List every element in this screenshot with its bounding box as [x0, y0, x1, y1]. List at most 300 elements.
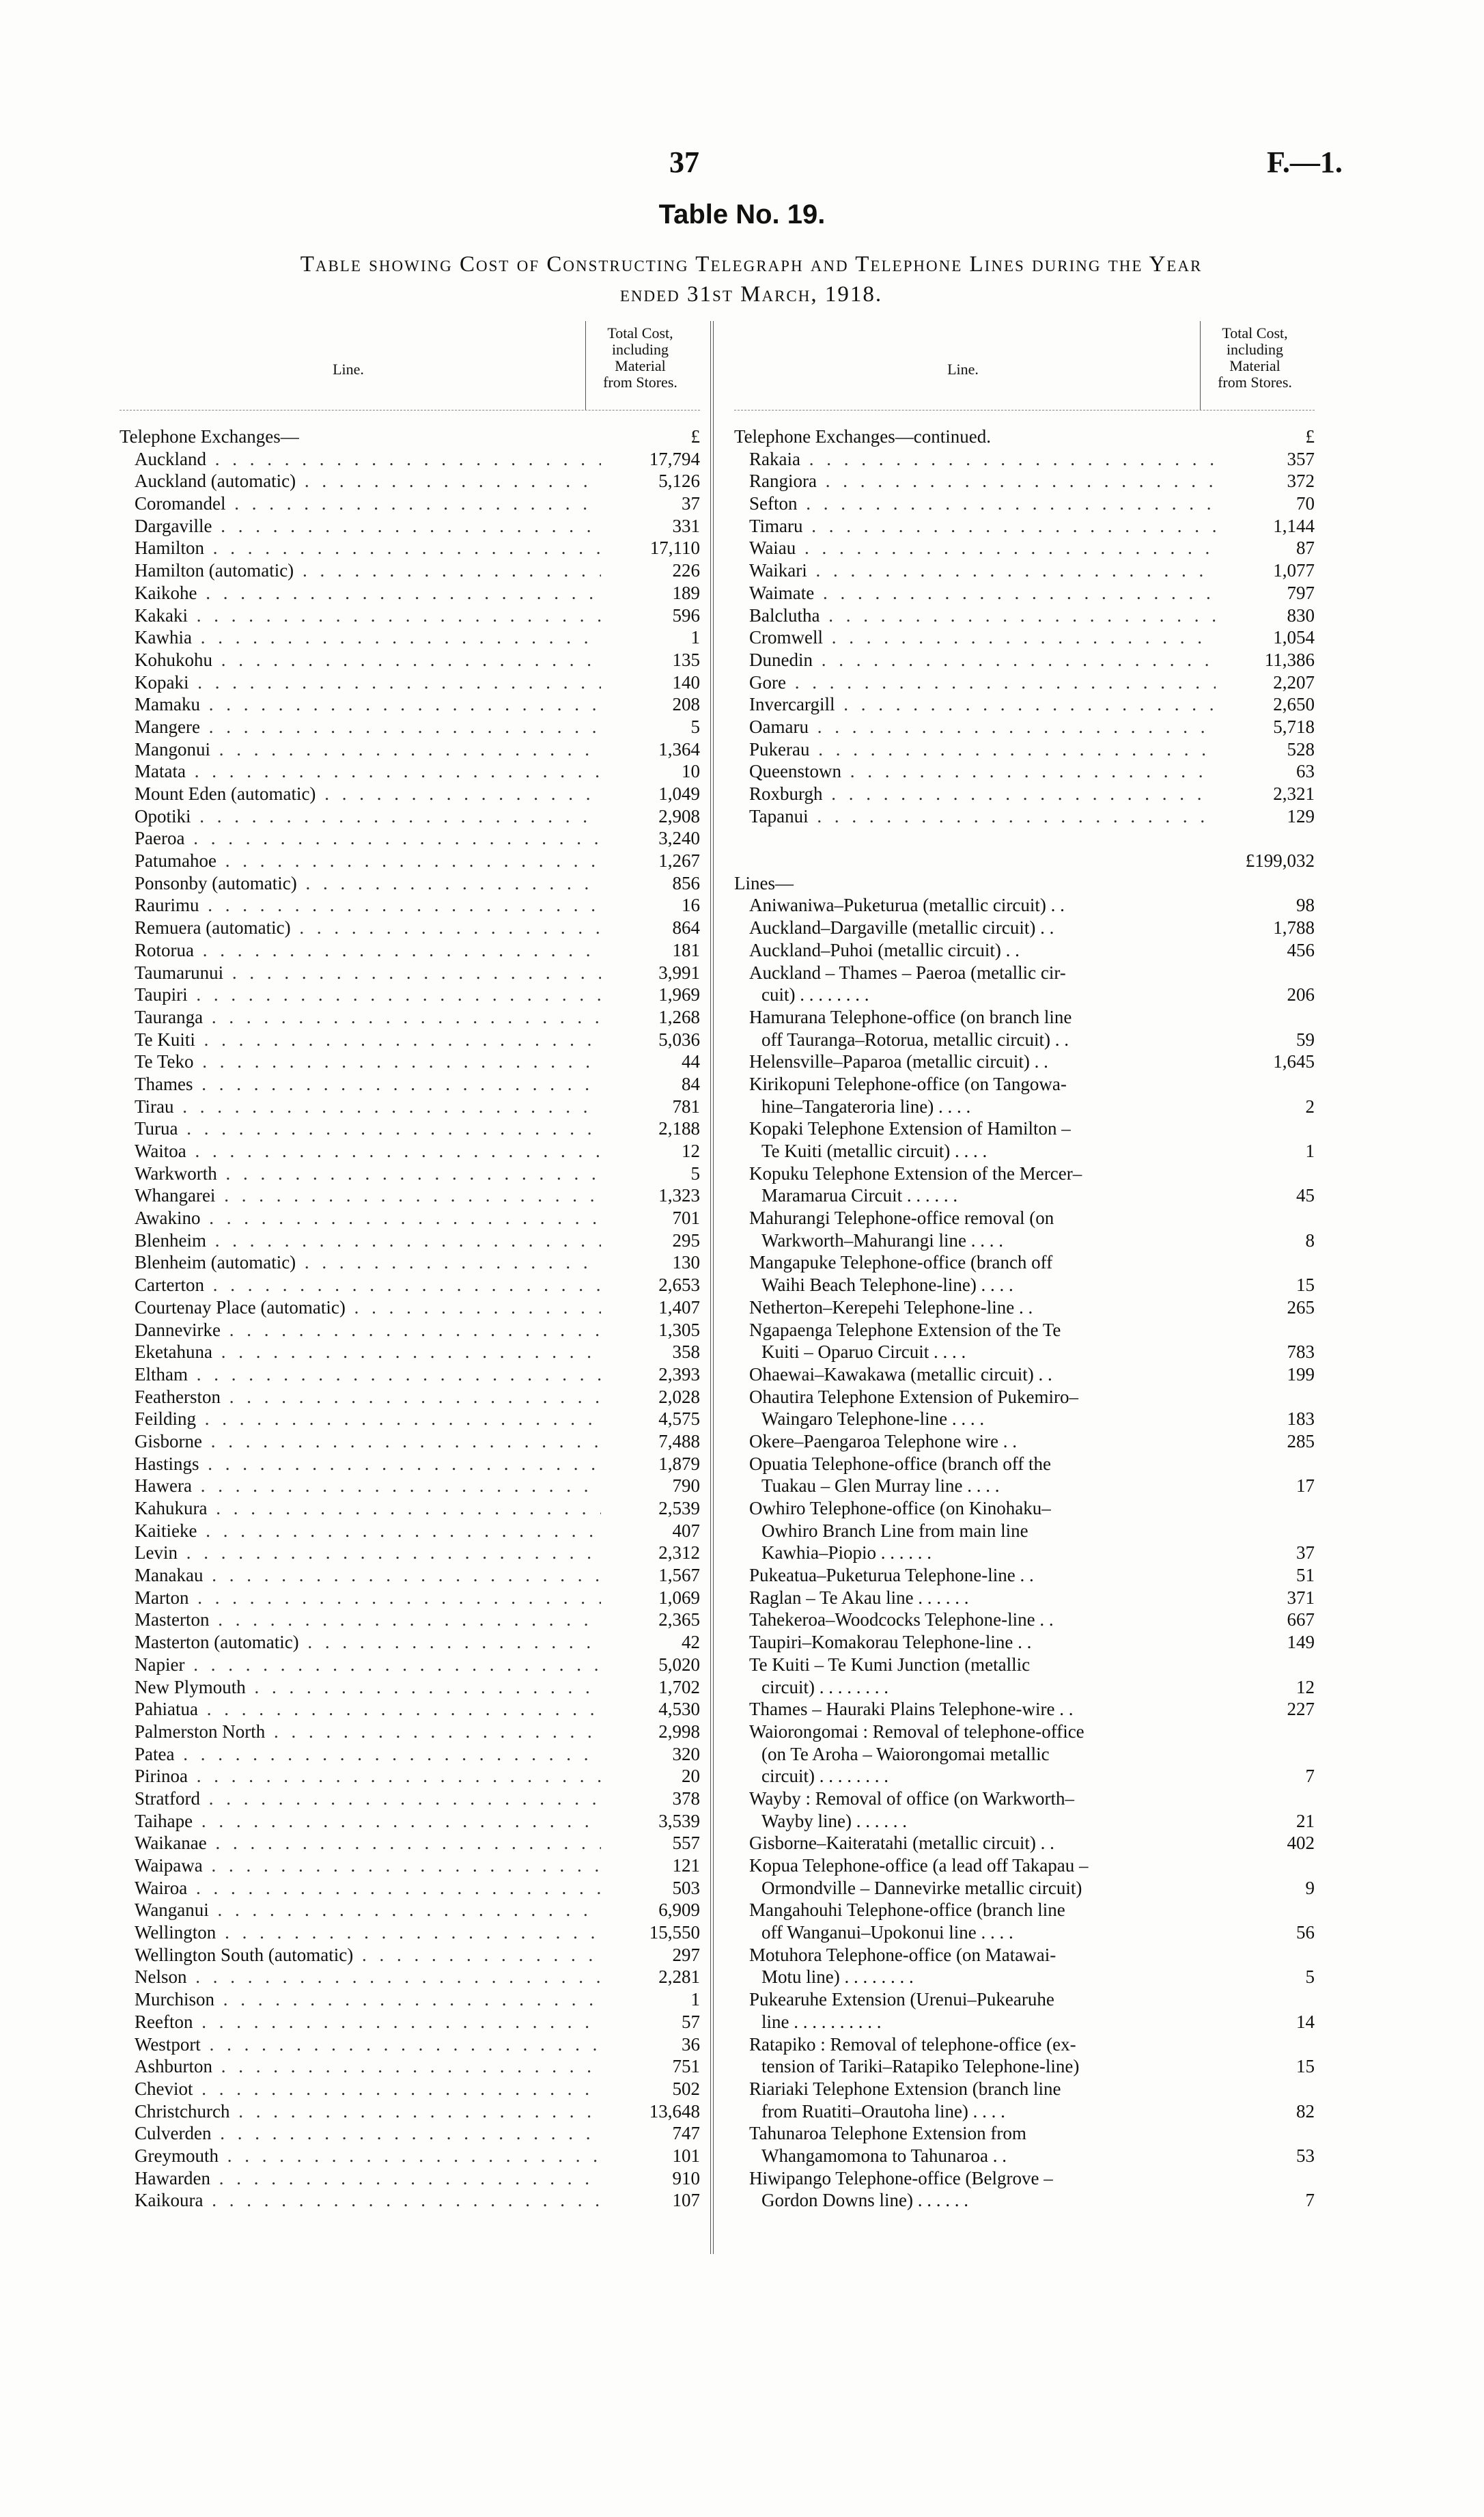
table-row [120, 1408, 700, 1430]
row-total-cost: 1,364 [658, 738, 700, 760]
row-total-cost: 2 [1305, 1096, 1315, 1117]
table-row [734, 1743, 1315, 1766]
row-line-name: Wayby : Removal of office (on Warkworth– [749, 1788, 1075, 1809]
row-total-cost: 7,488 [658, 1430, 700, 1451]
row-total-cost: 1,268 [658, 1006, 700, 1027]
row-line-name: Invercargill . . [734, 693, 1216, 716]
row-line-name: Kirikopuni Telephone-office (on Tangowa- [749, 1073, 1067, 1094]
row-line-name: Thames – Hauraki Plains Telephone-wire . . [749, 1699, 1074, 1720]
row-total-cost [1216, 1207, 1315, 1229]
row-line-name: Mamaku . . [120, 693, 601, 716]
row-total-cost: 226 [672, 560, 700, 581]
row-total-cost: 783 [1287, 1341, 1315, 1363]
row-total-cost: 357 [1287, 448, 1315, 469]
row-line-name: Tahekeroa–Woodcocks Telephone-line . . [749, 1609, 1054, 1630]
table-row [734, 1029, 1315, 1051]
header-separator [585, 321, 586, 410]
row-line-name: Hawarden . . [120, 2167, 601, 2190]
row-line-name: Warkworth . . [120, 1163, 601, 1185]
table-row [734, 1497, 1315, 1520]
row-line-name: Mount Eden (automatic) . . [120, 783, 601, 805]
table-row [734, 1988, 1315, 2011]
table-row [120, 1430, 700, 1453]
table-row [120, 1184, 700, 1207]
row-line-name: New Plymouth . . [120, 1676, 601, 1699]
row-line-name: Kakaki . . [120, 604, 601, 627]
table-row [120, 1542, 700, 1564]
row-total-cost: 15 [1296, 2056, 1315, 2077]
row-line-name: Taihape . . [120, 1810, 601, 1833]
table-row [120, 1788, 700, 1810]
row-line-name: Tapanui . . [734, 805, 1216, 828]
table-row [120, 1877, 700, 1900]
row-line-name: Christchurch . . [120, 2100, 601, 2123]
row-line-name: Auckland (automatic) . . [120, 470, 601, 492]
row-line-name: Gisborne . . [120, 1430, 601, 1453]
row-total-cost: 1 [690, 1989, 700, 2010]
row-line-name: Carterton . . [120, 1274, 601, 1296]
row-total-cost: 140 [672, 671, 700, 693]
row-total-cost: 12 [1296, 1676, 1315, 1697]
table-row [734, 1073, 1315, 1096]
row-line-name: Wanganui . . [120, 1899, 601, 1921]
row-total-cost [1216, 962, 1315, 984]
row-total-cost [1216, 1944, 1315, 1966]
table-row [120, 1453, 700, 1475]
table-row [120, 1988, 700, 2011]
table-row [734, 1207, 1315, 1229]
row-total-cost [1216, 1743, 1315, 1766]
row-total-cost: 1,077 [1273, 560, 1315, 581]
row-line-name: Wellington . . [120, 1921, 601, 1944]
cost-header-l3: Material [615, 357, 666, 374]
row-line-name: Pukerau . . [734, 738, 1216, 761]
row-total-cost: 37 [1296, 1542, 1315, 1563]
row-line-name: Auckland . . [120, 448, 601, 471]
table-row [734, 1229, 1315, 1252]
row-total-cost: 1,969 [658, 984, 700, 1005]
row-total-cost: 2,393 [658, 1363, 700, 1385]
table-row [120, 537, 700, 559]
row-line-name: Awakino . . [120, 1207, 601, 1229]
row-line-name: Culverden . . [120, 2122, 601, 2145]
row-line-name: Kawhia–Piopio . . . . . . [761, 1542, 932, 1563]
table-row [734, 1430, 1315, 1453]
row-total-cost: 910 [672, 2167, 700, 2188]
line-header: Line. [947, 361, 979, 378]
table-row [734, 2100, 1315, 2123]
table-row [734, 1184, 1315, 1207]
row-total-cost [1216, 1073, 1315, 1096]
table-row [120, 515, 700, 538]
row-total-cost [1216, 1854, 1315, 1877]
row-total-cost: 189 [672, 582, 700, 603]
row-total-cost: 1,645 [1273, 1051, 1315, 1072]
row-total-cost [1216, 1899, 1315, 1921]
row-total-cost: 181 [672, 939, 700, 960]
row-line-name: Tauranga . . [120, 1006, 601, 1029]
table-row [120, 1676, 700, 1699]
row-total-cost: 13,648 [649, 2100, 700, 2122]
table-row [734, 917, 1315, 939]
row-line-name: Eketahuna . . [120, 1341, 601, 1363]
row-line-name: Waiorongomai : Removal of telephone-office [749, 1721, 1084, 1742]
row-line-name: Tirau . . [120, 1096, 601, 1118]
row-total-cost: £199,032 [1245, 850, 1315, 872]
table-row [120, 1966, 700, 1988]
row-line-name: off Tauranga–Rotorua, metallic circuit) . . [761, 1029, 1069, 1050]
row-line-name: Lines— [734, 872, 794, 893]
cost-header-l1: Total Cost, [607, 324, 673, 342]
table-row [734, 716, 1315, 738]
row-total-cost [1216, 1988, 1315, 2011]
table-row [120, 2078, 700, 2100]
table-row [734, 649, 1315, 671]
left-column [120, 321, 700, 2212]
row-line-name: Stratford . . [120, 1788, 601, 1810]
table-row [734, 850, 1315, 872]
row-total-cost: 4,575 [658, 1408, 700, 1430]
left-rows [120, 426, 700, 2212]
row-line-name: Raurimu . . [120, 894, 601, 917]
row-total-cost: 701 [672, 1208, 700, 1229]
table-row [120, 1497, 700, 1520]
row-total-cost: 407 [672, 1520, 700, 1541]
row-line-name: Napier . . [120, 1654, 601, 1676]
table-row [734, 827, 1315, 850]
row-total-cost: 331 [672, 515, 700, 536]
row-total-cost: 1,323 [658, 1185, 700, 1206]
row-line-name: Rakaia . . [734, 448, 1216, 471]
table-row [120, 604, 700, 627]
row-line-name: Hamurana Telephone-office (on branch line [749, 1006, 1072, 1027]
table-row [120, 582, 700, 604]
cost-header-l4: from Stores. [603, 374, 677, 391]
row-line-name: Thames . . [120, 1073, 601, 1096]
row-total-cost: 11,386 [1264, 649, 1315, 670]
row-total-cost: 456 [1287, 939, 1315, 960]
row-total-cost: 17 [1296, 1475, 1315, 1497]
row-total-cost [1216, 1654, 1315, 1676]
row-total-cost: 135 [672, 649, 700, 670]
row-total-cost [1216, 1117, 1315, 1140]
table-row [734, 1341, 1315, 1363]
table-row [120, 1564, 700, 1587]
table-row [120, 1475, 700, 1497]
table-row [734, 671, 1315, 694]
table-row [734, 1832, 1315, 1854]
table-row [734, 2033, 1315, 2056]
table-row [734, 2145, 1315, 2167]
row-line-name: Waikari . . [734, 559, 1216, 582]
row-line-name: Kaikoura . . [120, 2189, 601, 2212]
row-total-cost: 98 [1296, 895, 1315, 916]
row-total-cost: 37 [682, 493, 700, 514]
row-line-name: Pirinoa . . [120, 1765, 601, 1788]
row-total-cost: 5,020 [658, 1654, 700, 1675]
table-row [734, 738, 1315, 761]
row-line-name: Aniwaniwa–Puketurua (metallic circuit) . . [749, 895, 1065, 916]
row-line-name: Paeroa . . [120, 827, 601, 850]
table-row [734, 1006, 1315, 1029]
row-line-name: Gore . . [734, 671, 1216, 694]
table-row [734, 1966, 1315, 1988]
row-total-cost: 790 [672, 1475, 700, 1497]
row-line-name: Okere–Paengaroa Telephone wire . . [749, 1430, 1017, 1451]
row-total-cost: 2,312 [658, 1542, 700, 1563]
row-line-name: Hastings . . [120, 1453, 601, 1475]
cost-header [591, 321, 690, 391]
row-total-cost: 183 [1287, 1408, 1315, 1430]
table-row [120, 939, 700, 962]
table-row [120, 1743, 700, 1766]
table-row [734, 1542, 1315, 1564]
row-total-cost: 1,267 [658, 850, 700, 872]
table-row [734, 1921, 1315, 1944]
table-row [120, 1274, 700, 1296]
row-line-name: Hiwipango Telephone-office (Belgrove – [749, 2167, 1053, 2188]
row-total-cost: 87 [1296, 538, 1315, 559]
row-total-cost: 372 [1287, 471, 1315, 492]
row-line-name: Kopaki Telephone Extension of Hamilton – [749, 1118, 1071, 1139]
row-line-name: Kohukohu . . [120, 649, 601, 671]
row-line-name: Balclutha . . [734, 604, 1216, 627]
row-total-cost: 830 [1287, 604, 1315, 626]
table-row [734, 1140, 1315, 1163]
row-total-cost: 797 [1287, 582, 1315, 603]
row-line-name: Te Teko . . [120, 1051, 601, 1073]
row-line-name: Sefton . . [734, 492, 1216, 515]
table-row [734, 470, 1315, 492]
table-row [734, 984, 1315, 1006]
row-line-name: (on Te Aroha – Waiorongomai metallic [761, 1743, 1050, 1764]
table-row [120, 2145, 700, 2167]
table-row [734, 1520, 1315, 1542]
row-total-cost: 2,188 [658, 1118, 700, 1139]
row-total-cost: 2,207 [1273, 671, 1315, 693]
table-row [734, 559, 1315, 582]
table-row [120, 1520, 700, 1542]
row-total-cost: 227 [1287, 1699, 1315, 1720]
table-row [120, 1587, 700, 1609]
table-row [120, 1609, 700, 1631]
row-line-name: Kahukura . . [120, 1497, 601, 1520]
row-total-cost: 378 [672, 1788, 700, 1809]
row-line-name: Rangiora . . [734, 470, 1216, 492]
row-total-cost: 1,407 [658, 1296, 700, 1318]
row-line-name: Patumahoe . . [120, 850, 601, 872]
row-line-name: Eltham . . [120, 1363, 601, 1386]
table-row [120, 917, 700, 939]
table-row [734, 894, 1315, 917]
row-total-cost: 667 [1287, 1609, 1315, 1630]
table-row [120, 626, 700, 649]
row-total-cost: 45 [1296, 1185, 1315, 1206]
row-total-cost: 2,365 [658, 1609, 700, 1630]
table-row [734, 492, 1315, 515]
row-line-name: Kopaki . . [120, 671, 601, 694]
table-row [120, 470, 700, 492]
table-row [120, 738, 700, 761]
row-total-cost: 295 [672, 1229, 700, 1251]
row-line-name: Warkworth–Mahurangi line . . . . [761, 1229, 1003, 1251]
row-total-cost: 8 [1305, 1229, 1315, 1251]
table-row [120, 2055, 700, 2078]
row-total-cost: 84 [682, 1073, 700, 1094]
row-total-cost: 2,028 [658, 1386, 700, 1407]
row-total-cost: £ [1305, 426, 1315, 447]
row-total-cost: 121 [672, 1855, 700, 1876]
row-line-name: Pukeatua–Puketurua Telephone-line . . [749, 1565, 1034, 1586]
table-row [734, 515, 1315, 538]
row-line-name: Auckland – Thames – Paeroa (metallic cir- [749, 962, 1066, 983]
row-line-name: Ohaewai–Kawakawa (metallic circuit) . . [749, 1363, 1052, 1385]
table-row [734, 1676, 1315, 1699]
table-row [734, 1587, 1315, 1609]
row-line-name: Te Kuiti (metallic circuit) . . . . [761, 1141, 988, 1161]
table-row [120, 783, 700, 805]
row-line-name: Coromandel . . [120, 492, 601, 515]
row-total-cost: 1 [1305, 1141, 1315, 1161]
table-row [734, 2189, 1315, 2212]
cost-header-l2: including [611, 341, 669, 358]
right-column [734, 321, 1315, 2212]
table-row [734, 1251, 1315, 1274]
row-total-cost [1216, 872, 1315, 895]
row-line-name: Ponsonby (automatic) . . [120, 872, 601, 895]
row-line-name: Hawera . . [120, 1475, 601, 1497]
left-column-header [120, 321, 700, 411]
row-line-name: Mangahouhi Telephone-office (branch line [749, 1900, 1065, 1921]
row-total-cost: 1,144 [1273, 515, 1315, 536]
table-row [120, 850, 700, 872]
row-total-cost: 57 [682, 2011, 700, 2032]
table-row [120, 1117, 700, 1140]
row-total-cost: 129 [1287, 805, 1315, 826]
row-line-name: cuit) . . . . . . . . [761, 984, 869, 1005]
row-line-name: Manakau . . [120, 1564, 601, 1587]
table-row [734, 783, 1315, 805]
table-row [120, 1654, 700, 1676]
row-total-cost [1216, 1453, 1315, 1475]
row-total-cost [1216, 1319, 1315, 1341]
table-row [734, 1363, 1315, 1386]
row-line-name: Kawhia . . [120, 626, 601, 649]
header-separator [1200, 321, 1201, 410]
row-line-name: Ngapaenga Telephone Extension of the Te [749, 1319, 1061, 1340]
row-line-name [734, 827, 1216, 850]
row-line-name: from Ruatiti–Orautoha line) . . . . [761, 2100, 1005, 2122]
row-total-cost [1216, 1006, 1315, 1029]
row-line-name [734, 850, 1216, 872]
table-row [734, 1698, 1315, 1721]
row-line-name: Maramarua Circuit . . . . . . [761, 1185, 958, 1206]
table-row [734, 1877, 1315, 1900]
row-total-cost [1216, 2167, 1315, 2190]
table-row [120, 1386, 700, 1408]
row-line-name: Masterton . . [120, 1609, 601, 1631]
row-line-name: Mahurangi Telephone-office removal (on [749, 1208, 1054, 1229]
row-line-name: Pahiatua . . [120, 1698, 601, 1721]
row-line-name: Mangapuke Telephone-office (branch off [749, 1252, 1053, 1273]
table-row [120, 1140, 700, 1163]
row-line-name: circuit) . . . . . . . . [761, 1676, 888, 1697]
row-line-name: Pukearuhe Extension (Urenui–Pukearuhe [749, 1989, 1054, 2010]
row-line-name: Hamilton (automatic) . . [120, 559, 601, 582]
row-line-name: Gordon Downs line) . . . . . . [761, 2190, 968, 2211]
table-row [120, 2033, 700, 2056]
table-row [734, 1810, 1315, 1833]
row-total-cost: 199 [1287, 1363, 1315, 1385]
row-total-cost: 9 [1305, 1877, 1315, 1898]
line-header: Line. [333, 361, 364, 378]
row-total-cost: 20 [682, 1766, 700, 1787]
row-total-cost: 864 [672, 917, 700, 938]
row-total-cost: 5 [690, 716, 700, 737]
table-row [734, 1654, 1315, 1676]
row-line-name: Patea . . [120, 1743, 601, 1766]
table-row [120, 2189, 700, 2212]
table-row [734, 693, 1315, 716]
table-row [120, 2122, 700, 2145]
row-line-name: Te Kuiti – Te Kumi Junction (metallic [749, 1654, 1031, 1675]
table-row [734, 760, 1315, 783]
table-row [734, 2011, 1315, 2033]
table-row [734, 1117, 1315, 1140]
row-total-cost: 3,539 [658, 1810, 700, 1831]
table-row [120, 1363, 700, 1386]
row-line-name: Taumarunui . . [120, 962, 601, 984]
row-total-cost: 5,718 [1273, 716, 1315, 737]
table-row [734, 1564, 1315, 1587]
row-line-name: Ohautira Telephone Extension of Pukemiro– [749, 1386, 1079, 1407]
table-row [734, 1944, 1315, 1966]
row-line-name: Hamilton . . [120, 537, 601, 559]
row-total-cost: £ [690, 426, 700, 447]
row-line-name: Waihi Beach Telephone-line) . . . . [761, 1275, 1013, 1296]
row-line-name: Kopua Telephone-office (a lead off Takapau – [749, 1855, 1089, 1876]
table-row [734, 626, 1315, 649]
row-total-cost: 1,879 [658, 1453, 700, 1474]
table-row [120, 716, 700, 738]
table-row [120, 1207, 700, 1229]
table-row [120, 1163, 700, 1185]
row-total-cost: 2,653 [658, 1275, 700, 1296]
row-total-cost: 3,991 [658, 962, 700, 983]
table-row [120, 559, 700, 582]
row-line-name: Cheviot . . [120, 2078, 601, 2100]
row-total-cost: 1,305 [658, 1319, 700, 1340]
table-row [120, 1854, 700, 1877]
table-row [120, 448, 700, 471]
table-row [734, 2055, 1315, 2078]
row-total-cost: 42 [682, 1632, 700, 1653]
row-total-cost: 7 [1305, 2190, 1315, 2211]
row-total-cost: 206 [1287, 984, 1315, 1005]
row-total-cost: 557 [672, 1833, 700, 1854]
row-line-name: Levin . . [120, 1542, 601, 1564]
table-row [120, 649, 700, 671]
table-row [734, 939, 1315, 962]
row-total-cost: 130 [672, 1252, 700, 1273]
row-line-name: Turua . . [120, 1117, 601, 1140]
row-line-name: Roxburgh . . [734, 783, 1216, 805]
row-total-cost: 7 [1305, 1766, 1315, 1787]
row-total-cost: 10 [682, 761, 700, 782]
row-total-cost: 2,281 [658, 1966, 700, 1988]
row-line-name: Telephone Exchanges—continued. [734, 426, 991, 447]
row-total-cost: 528 [1287, 738, 1315, 760]
